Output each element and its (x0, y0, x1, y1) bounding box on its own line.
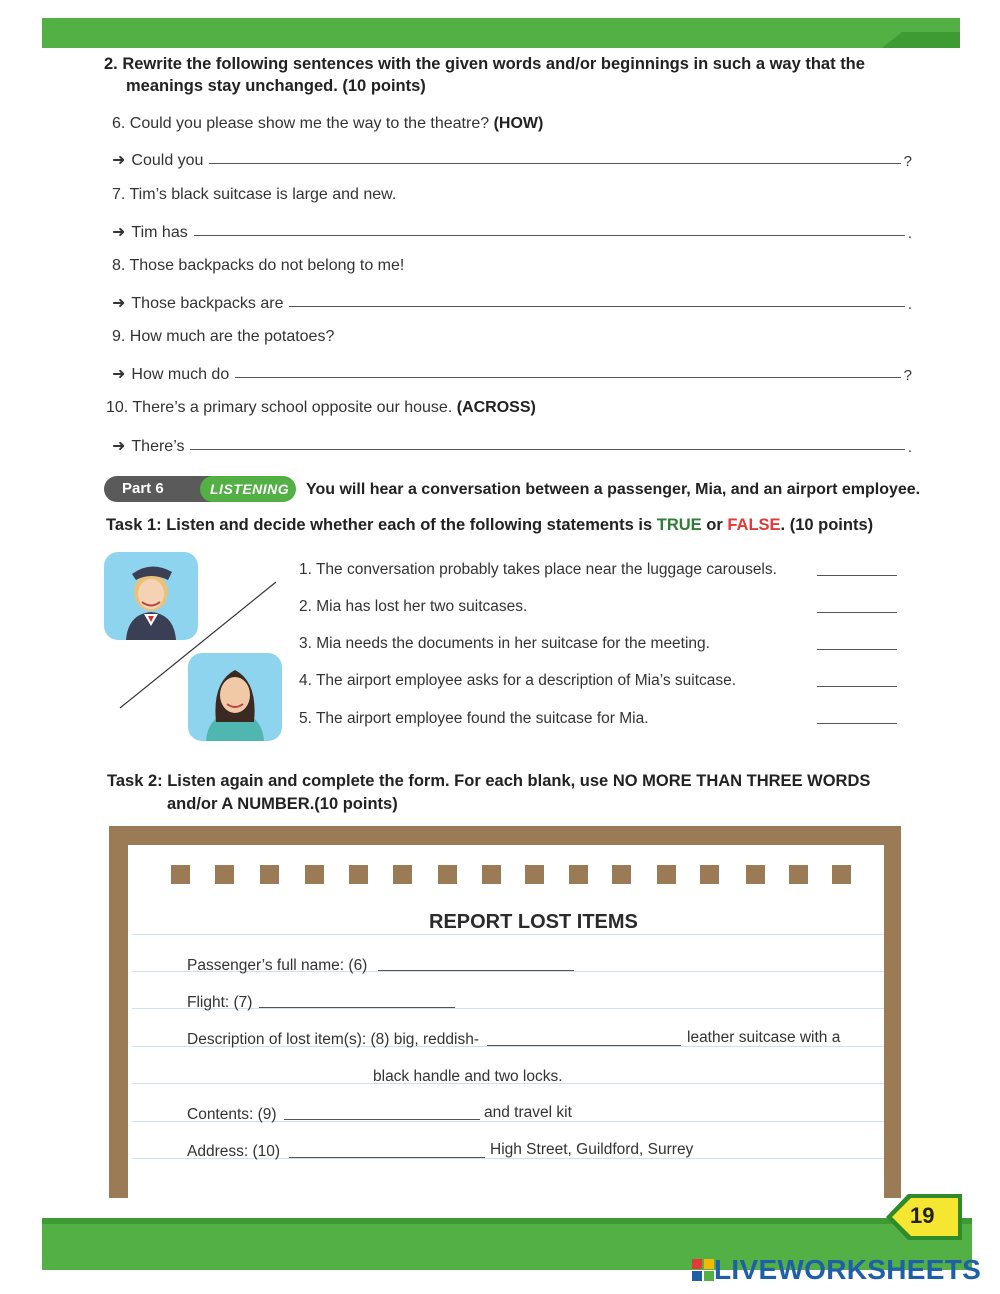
task2-heading: Task 2: Listen again and complete the form. For each blank, use NO MORE THAN THREE WORDS (107, 772, 871, 790)
description-line2: black handle and two locks. (373, 1068, 563, 1085)
flight-blank[interactable] (259, 1007, 455, 1008)
answer-blank[interactable] (209, 163, 900, 164)
passenger-name-blank[interactable] (378, 970, 574, 971)
rewrite-sentence: 6. Could you please show me the way to the theatre? (HOW) (112, 115, 544, 132)
answer-start: How much do (131, 366, 230, 383)
address-blank[interactable] (289, 1157, 485, 1158)
tf-answer-blank[interactable] (817, 612, 897, 613)
arrow-icon: ➜ (112, 224, 126, 241)
form-decor-square (305, 865, 324, 884)
form-decor-square (612, 865, 631, 884)
contents-after: and travel kit (484, 1104, 572, 1121)
rewrite-answer-row (112, 146, 912, 170)
part-tag (104, 476, 296, 502)
form-decor-square (482, 865, 501, 884)
form-decor-square (171, 865, 190, 884)
rewrite-sentence: 7. Tim’s black suitcase is large and new. (112, 186, 397, 203)
tf-statement: 3. Mia needs the documents in her suitcase for the meeting. (299, 635, 710, 652)
form-decor-square (569, 865, 588, 884)
rewrite-sentence: 9. How much are the potatoes? (112, 328, 335, 345)
task1-illustration (104, 552, 284, 742)
rewrite-answer-row (112, 289, 912, 313)
answer-start: Tim has (131, 224, 188, 241)
answer-start: Could you (131, 152, 204, 169)
section-heading: 2. Rewrite the following sentences with the given words and/or beginnings in such a way that the (104, 55, 865, 73)
tf-answer-blank[interactable] (817, 649, 897, 650)
rewrite-answer-row (112, 432, 912, 456)
contents-label: Contents: (9) (187, 1106, 277, 1123)
description-blank[interactable] (487, 1045, 681, 1046)
tf-statement: 4. The airport employee asks for a description of Mia’s suitcase. (299, 672, 737, 689)
contents-blank[interactable] (284, 1119, 480, 1120)
answer-blank[interactable] (289, 306, 904, 307)
description-after: leather suitcase with a (687, 1029, 841, 1046)
form-decor-square (525, 865, 544, 884)
task1-heading: Task 1: Listen and decide whether each of the following statements is TRUE or FALSE. (10 points) (106, 516, 874, 534)
description-label: Description of lost item(s): (8) big, reddish- (187, 1031, 480, 1048)
true-word: TRUE (656, 516, 702, 534)
arrow-icon: ➜ (112, 152, 126, 169)
part-intro: You will hear a conversation between a passenger, Mia, and an airport employee. (306, 481, 921, 498)
form-decor-square (832, 865, 851, 884)
tf-answer-blank[interactable] (817, 575, 897, 576)
arrow-icon: ➜ (112, 366, 126, 383)
address-after: High Street, Guildford, Surrey (490, 1141, 694, 1158)
answer-end-punct: . (907, 296, 912, 313)
tf-answer-blank[interactable] (817, 723, 897, 724)
page-number: 19 (910, 1203, 935, 1228)
tf-statement: 1. The conversation probably takes place near the luggage carousels. (299, 561, 777, 578)
rewrite-sentence: 8. Those backpacks do not belong to me! (112, 257, 405, 274)
form-decor-square (260, 865, 279, 884)
answer-blank[interactable] (194, 235, 905, 236)
form-decor-square (700, 865, 719, 884)
tf-statement: 2. Mia has lost her two suitcases. (299, 598, 528, 615)
listening-label: LISTENING (200, 476, 296, 502)
answer-start: There’s (131, 438, 185, 455)
form-title: REPORT LOST ITEMS (429, 911, 638, 933)
arrow-icon: ➜ (112, 438, 126, 455)
ruled-line (132, 934, 884, 935)
section-heading-line2: meanings stay unchanged. (10 points) (126, 77, 426, 95)
answer-end-punct: . (907, 439, 912, 456)
answer-end-punct: . (907, 225, 912, 242)
airport-employee-avatar (104, 552, 198, 640)
part-label: Part 6 (104, 476, 214, 502)
logo-text: LIVEWORKSHEETS (714, 1254, 982, 1285)
flight-label: Flight: (7) (187, 994, 253, 1011)
answer-start: Those backpacks are (131, 295, 284, 312)
liveworksheets-logo (692, 1254, 981, 1286)
form-decor-square (393, 865, 412, 884)
rewrite-answer-row (112, 218, 912, 242)
answer-end-punct: ? (903, 153, 912, 170)
form-decor-square (215, 865, 234, 884)
false-word: FALSE (727, 516, 781, 534)
answer-blank[interactable] (190, 449, 904, 450)
tf-answer-blank[interactable] (817, 686, 897, 687)
answer-blank[interactable] (235, 377, 900, 378)
passenger-name-label: Passenger’s full name: (6) (187, 957, 368, 974)
rewrite-answer-row (112, 360, 912, 384)
logo-icon (692, 1259, 714, 1281)
tf-statement: 5. The airport employee found the suitcase for Mia. (299, 710, 649, 727)
form-decor-square (789, 865, 808, 884)
form-decor-square (657, 865, 676, 884)
form-decor-square (746, 865, 765, 884)
form-decor-square (438, 865, 457, 884)
task2-heading-line2: and/or A NUMBER.(10 points) (167, 795, 398, 813)
address-label: Address: (10) (187, 1143, 281, 1160)
arrow-icon: ➜ (112, 295, 126, 312)
top-green-banner (42, 18, 960, 48)
answer-end-punct: ? (903, 367, 912, 384)
form-decor-square (349, 865, 368, 884)
rewrite-sentence: 10. There’s a primary school opposite our house. (ACROSS) (106, 399, 536, 416)
passenger-mia-avatar (188, 653, 282, 741)
